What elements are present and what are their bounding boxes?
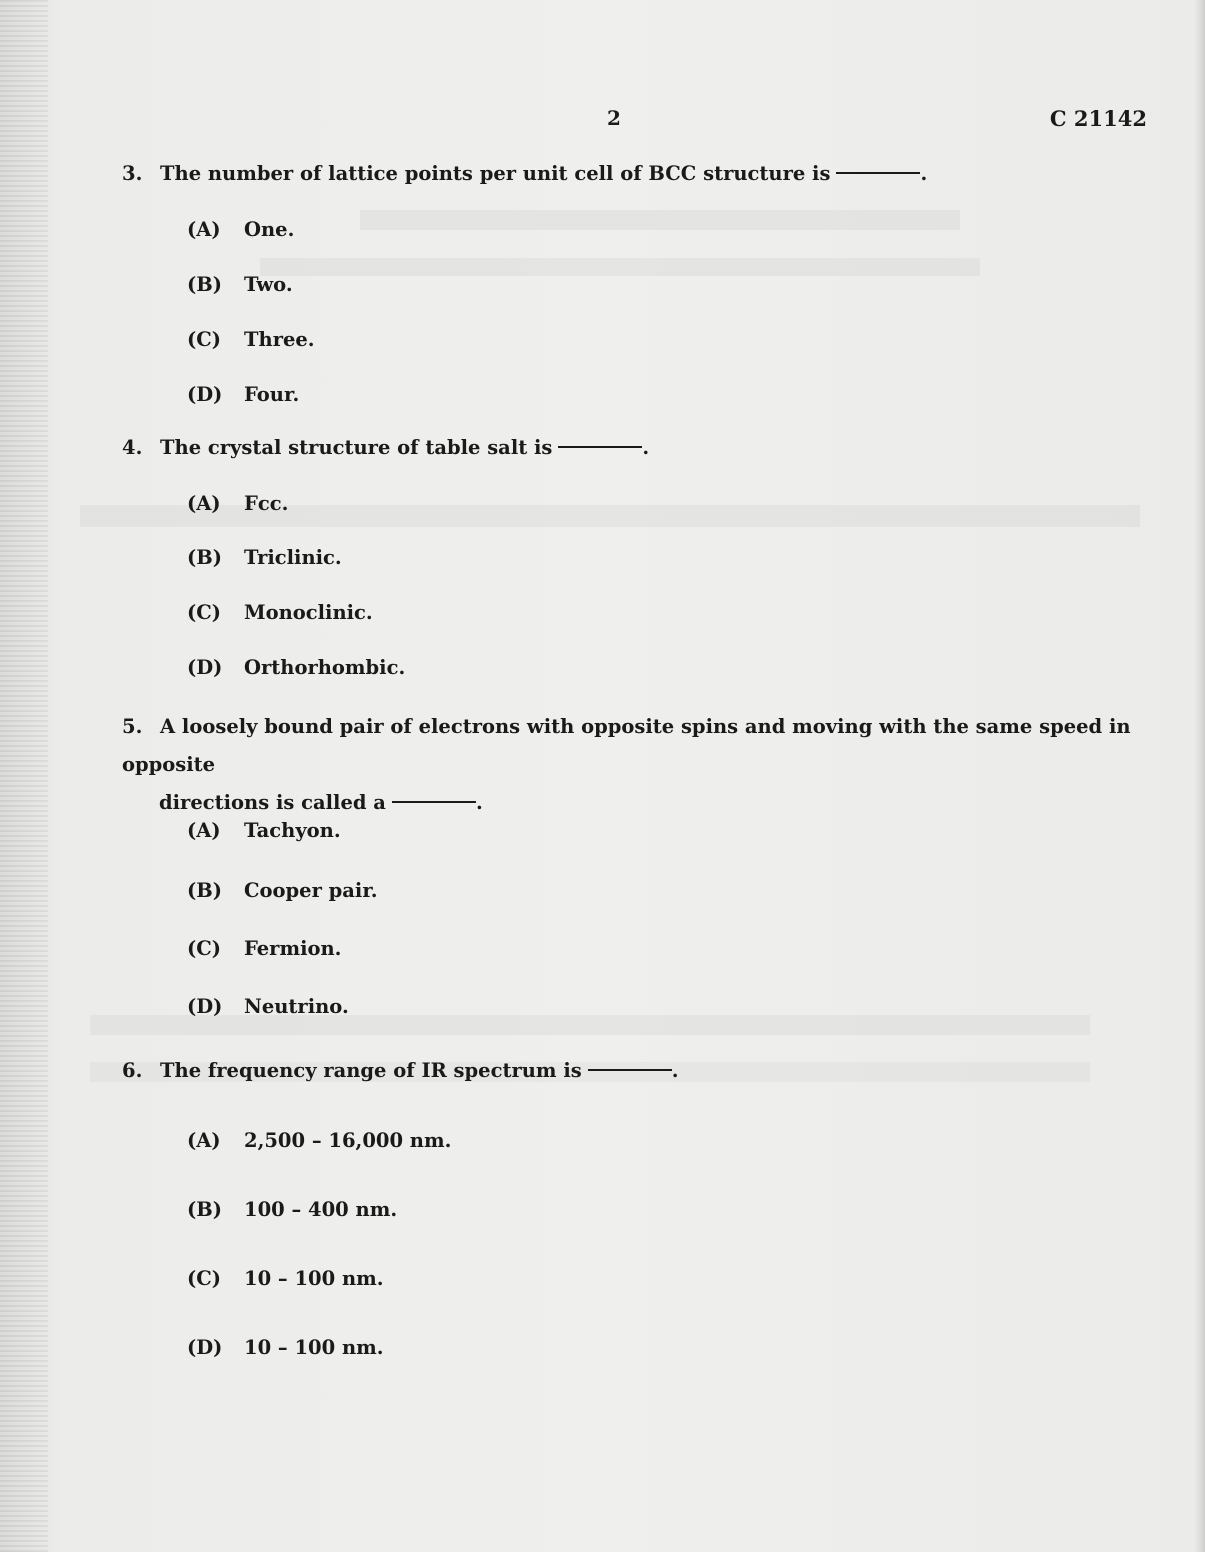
- option-letter: (B): [187, 273, 222, 296]
- exam-code: C 21142: [1049, 106, 1147, 131]
- option-text: Two.: [244, 273, 293, 296]
- option-letter: (C): [187, 1267, 221, 1290]
- option-4c: [187, 601, 373, 624]
- answer-blank: [392, 801, 476, 803]
- option-text: Four.: [244, 383, 300, 406]
- option-letter: (A): [187, 492, 221, 515]
- question-number: 4.: [122, 436, 143, 459]
- bleed-through-mark: [260, 258, 980, 276]
- bleed-through-mark: [360, 210, 960, 230]
- option-letter: (D): [187, 383, 223, 406]
- option-5b: [187, 879, 378, 902]
- option-letter: (C): [187, 937, 221, 960]
- question-text: The crystal structure of table salt is: [160, 436, 553, 459]
- answer-blank: [588, 1069, 672, 1071]
- option-text: 10 – 100 nm.: [244, 1267, 384, 1290]
- option-letter: (B): [187, 1198, 222, 1221]
- question-3: [122, 155, 1152, 193]
- option-letter: (D): [187, 1336, 223, 1359]
- option-text: Monoclinic.: [244, 601, 373, 624]
- question-end: .: [671, 1059, 679, 1082]
- question-number: 6.: [122, 1059, 143, 1082]
- option-text: Tachyon.: [244, 819, 341, 842]
- scan-right-edge: [1195, 0, 1205, 1552]
- option-3c: [187, 328, 315, 351]
- question-number: 5.: [122, 715, 143, 738]
- question-6: [122, 1052, 1152, 1090]
- question-text-line-1: A loosely bound pair of electrons with opposite spins and moving with the same speed in opposite: [122, 715, 1131, 776]
- question-4: [122, 429, 1152, 467]
- option-3a: [187, 218, 294, 241]
- answer-blank: [558, 446, 642, 448]
- option-letter: (C): [187, 328, 221, 351]
- question-end: .: [920, 162, 928, 185]
- page-number: 2: [607, 106, 621, 130]
- option-3b: [187, 273, 293, 296]
- option-4a: [187, 492, 288, 515]
- option-letter: (A): [187, 819, 221, 842]
- question-text-line-2: directions is called a: [159, 791, 386, 814]
- scan-edge-shadow: [0, 0, 48, 1552]
- option-text: Three.: [244, 328, 315, 351]
- option-letter: (A): [187, 218, 221, 241]
- option-6c: [187, 1267, 384, 1290]
- option-text: 10 – 100 nm.: [244, 1336, 384, 1359]
- option-text: Triclinic.: [244, 546, 342, 569]
- option-5a: [187, 819, 341, 842]
- option-letter: (A): [187, 1129, 221, 1152]
- bleed-through-mark: [90, 1015, 1090, 1035]
- question-end: .: [475, 791, 483, 814]
- option-letter: (C): [187, 601, 221, 624]
- option-text: Fermion.: [244, 937, 342, 960]
- option-5d: [187, 995, 349, 1018]
- option-text: 100 – 400 nm.: [244, 1198, 398, 1221]
- option-letter: (B): [187, 546, 222, 569]
- answer-blank: [836, 172, 920, 174]
- option-4d: [187, 656, 405, 679]
- option-text: Cooper pair.: [244, 879, 378, 902]
- option-text: Fcc.: [244, 492, 289, 515]
- option-6b: [187, 1198, 397, 1221]
- question-number: 3.: [122, 162, 143, 185]
- option-4b: [187, 546, 342, 569]
- question-text: The number of lattice points per unit cell of BCC structure is: [160, 162, 831, 185]
- option-letter: (D): [187, 995, 223, 1018]
- option-letter: (B): [187, 879, 222, 902]
- question-text: The frequency range of IR spectrum is: [160, 1059, 582, 1082]
- option-3d: [187, 383, 299, 406]
- question-5: [122, 708, 1152, 822]
- option-6d: [187, 1336, 384, 1359]
- option-6a: [187, 1129, 451, 1152]
- option-text: 2,500 – 16,000 nm.: [244, 1129, 452, 1152]
- option-text: One.: [244, 218, 295, 241]
- question-end: .: [642, 436, 650, 459]
- option-letter: (D): [187, 656, 223, 679]
- option-text: Orthorhombic.: [244, 656, 406, 679]
- option-text: Neutrino.: [244, 995, 349, 1018]
- option-5c: [187, 937, 341, 960]
